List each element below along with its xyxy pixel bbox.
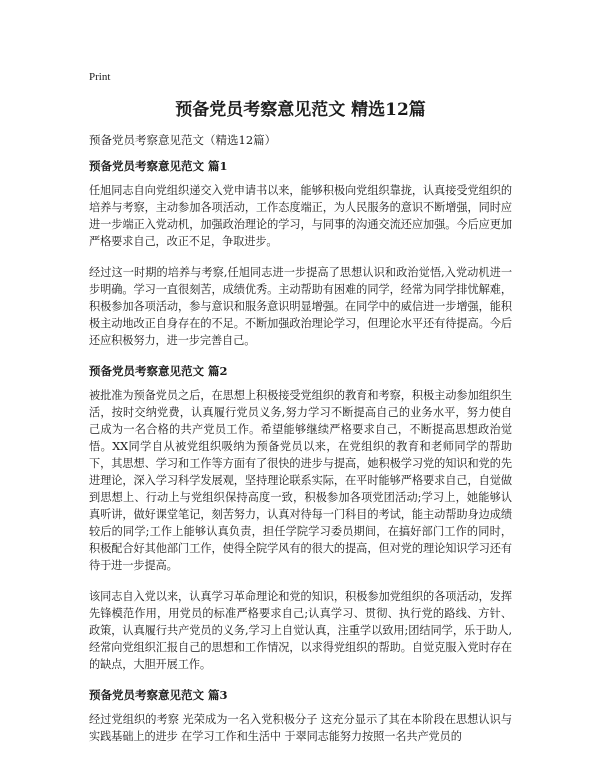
section-2	[89, 363, 512, 673]
section-heading: 预备党员考察意见范文 篇3	[89, 688, 228, 702]
section-heading: 预备党员考察意见范文 篇1	[89, 159, 228, 173]
section-3	[89, 687, 512, 745]
paragraph: 任旭同志自向党组织递交入党申请书以来，能够积极向党组织靠拢，认真接受党组织的培养与考察，主动参加各项活动，工作态度端正，为人民服务的意识不断增强，同时应进一步端正入党动机，加强政治理论的学习，与同事的沟通交流还应加强。今后应更加严格要求自己，改正不足，争取进步。	[89, 184, 512, 248]
document-subtitle: 预备党员考察意见范文（精选12篇）	[89, 133, 277, 147]
document-page	[89, 70, 512, 759]
paragraph: 被批准为预备党员之后，在思想上积极接受党组织的教育和考察，积极主动参加组织生活，按时交纳党费，认真履行党员义务,努力学习不断提高自己的业务水平，努力使自己成为一名合格的共产党员工作。希望能够继续严格要求自己，不断提高思想政治觉悟。XX同学自从被党组织吸纳为预备党员以来，在党组织的教育和老师同学的帮助下，其思想、学习和工作等方面有了很快的进步与提高，她积极学习党的知识和党的先进理论，深入学习科学发展观，坚持理论联系实际，在平时能够严格要求自己，自觉做到思想上、行动上与党组织保持高度一致，积极参加各项党团活动;学习上，她能够认真听讲，做好课堂笔记，刻苦努力，认真对待每一门科目的考试，能主动帮助身边成绩较后的同学;工作上能够认真负责，担任学院学习委员期间，在搞好部门工作的同时，积极配合好其他部门工作，使得全院学风有的很大的提高，但对党的理论知识学习还有待于进一步提高。	[89, 389, 512, 572]
section-1	[89, 158, 512, 349]
paragraph: 经过这一时期的培养与考察,任旭同志进一步提高了思想认识和政治觉悟,入党动机进一步明确。学习一直很刻苦，成绩优秀。主动帮助有困难的同学，经常为同学排忧解难，积极参加各项活动，参与意识和服务意识明显增强。在同学中的威信进一步增强，能积极主动地改正自身存在的不足。不断加强政治理论学习，但理论水平还有待提高。今后还应积极努力，进一步完善自己。	[89, 266, 512, 347]
section-heading: 预备党员考察意见范文 篇2	[89, 364, 228, 378]
print-link[interactable]: Print	[89, 71, 111, 83]
paragraph: 经过党组织的考察 光荣成为一名入党积极分子 这充分显示了其在本阶段在思想认识与实践基础上的进步 在学习工作和生活中 于翠同志能努力按照一名共产党员的	[89, 713, 512, 743]
document-title: 预备党员考察意见范文 精选12篇	[175, 100, 426, 120]
paragraph: 该同志自入党以来，认真学习革命理论和党的知识，积极参加党组织的各项活动，发挥先锋模范作用，用党员的标准严格要求自己;认真学习、贯彻、执行党的路线、方针、政策，认真履行共产党员的义务,学习上自觉认真，注重学以致用;团结同学，乐于助人,经常向党组织汇报自己的思想和工作情况，以求得党组织的帮助。自觉克服入党时存在的缺点，大胆开展工作。	[89, 590, 512, 671]
